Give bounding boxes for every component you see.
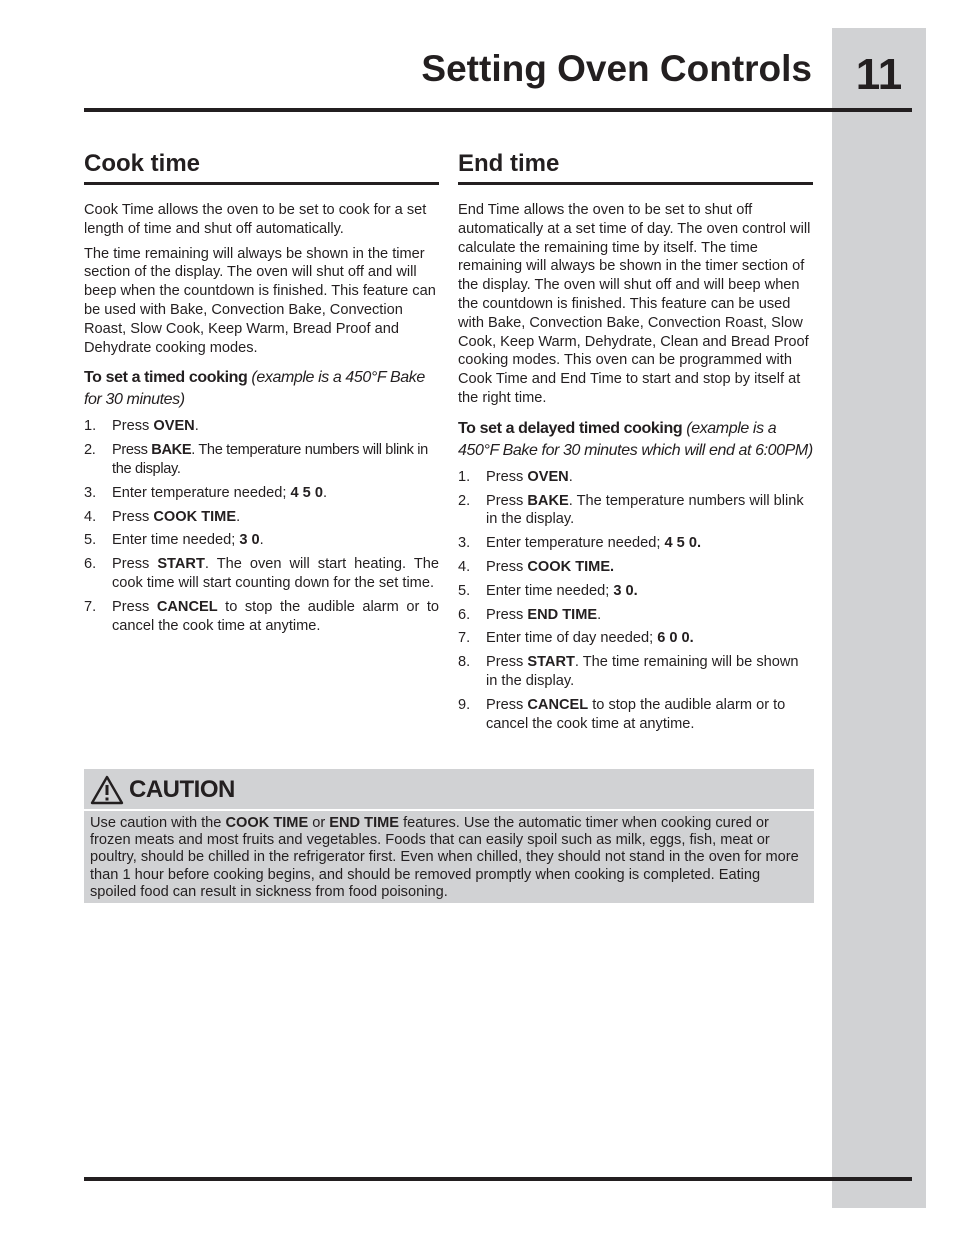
caution-text-part: features. Use the automatic timer when cooking cured or frozen meats and most fruits and vegetables. Foods that can easily spoil such as milk, eggs, fish, meat or poultry, should be chilled in the refrigerator first. Even when chilled, they should not stand in the oven for more than 1 hour before cooking begins, and should be removed promptly when cooking is completed. Eating spoiled food can result in sickness from food poisoning. (90, 815, 799, 900)
end-time-lead-bold: To set a delayed timed cooking (458, 419, 683, 437)
step-text: Press (486, 492, 528, 509)
step-number: 3. (84, 484, 97, 501)
step-text: Enter temperature needed; (486, 535, 665, 552)
step-text: Press (112, 418, 154, 435)
step-text: Press (486, 468, 528, 485)
step-number: 2. (458, 492, 471, 509)
list-item (458, 696, 813, 734)
step-text: Enter temperature needed; (112, 484, 291, 501)
step-text: Press (486, 606, 528, 623)
step-key: OVEN (527, 468, 569, 485)
step-key: BAKE (527, 492, 569, 509)
step-key: 3 0. (613, 582, 638, 599)
list-item (84, 508, 439, 527)
list-item (458, 468, 813, 487)
step-number: 9. (458, 696, 471, 713)
step-text: Press (486, 654, 528, 671)
caution-header (84, 769, 814, 811)
cook-time-lead-example: (example is a 450°F Bake for 30 minutes) (84, 369, 425, 409)
step-text: to stop the audible alarm or to cancel the cook time at anytime. (112, 598, 439, 634)
step-text: . (236, 508, 241, 525)
step-number: 2. (84, 442, 96, 459)
step-number: 7. (458, 630, 471, 647)
step-number: 6. (458, 606, 471, 623)
step-number: 5. (458, 582, 471, 599)
step-number: 8. (458, 654, 471, 671)
step-key: CANCEL (527, 696, 589, 713)
step-text: . (194, 418, 199, 435)
step-text: Press (112, 508, 154, 525)
step-number: 1. (458, 468, 471, 485)
step-text: . The oven will start heating. The cook time will start counting down for the set time. (112, 556, 439, 591)
end-time-lead-example: (example is a 450°F Bake for 30 minutes which will end at 6:00PM) (458, 419, 813, 459)
step-text: . The temperature numbers will blink in the display. (112, 442, 428, 477)
step-text: . (568, 468, 573, 485)
list-item (84, 531, 439, 550)
top-rule (84, 108, 912, 112)
list-item (458, 606, 813, 625)
list-item (84, 441, 439, 479)
end-time-steps (458, 468, 813, 734)
step-key: CANCEL (156, 598, 218, 615)
caution-title: CAUTION (129, 776, 235, 803)
end-time-instructions-lead (458, 418, 813, 462)
step-number: 4. (84, 508, 97, 525)
step-key: OVEN (153, 418, 195, 435)
cook-time-intro-2: The time remaining will always be shown in the timer section of the display. The oven will shut off and will beep when the countdown is finished. This feature can be used with Bake, Convection Bake, Convection Roast, Slow Cook, Keep Warm, Bread Proof and Dehydrate cooking modes. (84, 245, 436, 356)
step-text: Press (112, 598, 157, 615)
end-time-heading: End time (458, 148, 813, 185)
step-number: 7. (84, 598, 97, 615)
step-key: END TIME (527, 606, 598, 623)
cook-time-heading: Cook time (84, 148, 439, 185)
side-tab (832, 28, 926, 1208)
cook-time-steps (84, 417, 439, 635)
caution-box (84, 769, 814, 903)
step-key: START (527, 654, 575, 671)
step-key: 4 5 0 (290, 484, 323, 501)
step-number: 4. (458, 558, 471, 575)
list-item (458, 534, 813, 553)
list-item (458, 492, 813, 530)
list-item (84, 555, 439, 593)
step-text: Press (112, 442, 152, 459)
cook-time-intro-1: Cook Time allows the oven to be set to cook for a set length of time and shut off automatically. (84, 202, 427, 237)
step-text: . The time remaining will be shown in the display. (486, 654, 799, 689)
step-text: Enter time of day needed; (486, 630, 658, 647)
list-item (458, 653, 813, 691)
step-key: BAKE (151, 442, 192, 459)
step-text: Press (486, 558, 528, 575)
caution-text (84, 811, 814, 901)
end-time-intro: End Time allows the oven to be set to shut off automatically at a set time of day. The oven control will calculate the remaining time by itself. The time remaining will always be shown in the timer section of the display. The oven will shut off and will beep when the countdown is finished. This feature can be used with Bake, Convection Bake, Convection Roast, Slow Cook, Keep Warm, Dehydrate, Clean and Bread Proof cooking modes. This oven can be programmed with Cook Time and End Time to start and stop by itself at the right time. (458, 202, 811, 406)
caution-text-part: or (308, 815, 330, 831)
cook-time-instructions-lead (84, 367, 439, 411)
list-item (458, 558, 813, 577)
step-text: Enter time needed; (486, 582, 614, 599)
step-text: Press (486, 696, 528, 713)
step-key: 4 5 0. (664, 535, 701, 552)
step-text: . (322, 484, 328, 501)
list-item (458, 629, 813, 648)
step-key: COOK TIME (153, 508, 237, 525)
step-key: COOK TIME. (527, 558, 615, 575)
page-number: 11 (855, 50, 903, 99)
caution-keyword: END TIME (329, 815, 400, 831)
step-text: . The temperature numbers will blink in the display. (486, 492, 804, 528)
step-key: 3 0 (239, 532, 260, 549)
cook-time-lead-bold: To set a timed cooking (84, 369, 248, 387)
warning-triangle-icon (90, 775, 124, 805)
list-item (458, 582, 813, 601)
step-text: . (259, 532, 264, 549)
step-text: Press (112, 556, 158, 573)
caution-text-part: Use caution with the (90, 815, 226, 831)
bottom-rule (84, 1177, 912, 1181)
step-number: 5. (84, 532, 97, 549)
step-text: to stop the audible alarm or to cancel the cook time at anytime. (486, 696, 786, 732)
step-number: 6. (84, 556, 97, 573)
step-key: 6 0 0. (657, 630, 694, 647)
step-number: 3. (458, 535, 471, 552)
caution-keyword: COOK TIME (225, 815, 309, 831)
cook-time-section (84, 148, 439, 640)
list-item (84, 484, 439, 503)
step-number: 1. (84, 418, 97, 435)
list-item (84, 417, 439, 436)
end-time-section (458, 148, 813, 738)
step-text: Enter time needed; (112, 532, 240, 549)
page-title: Setting Oven Controls (421, 48, 812, 89)
step-key: START (157, 556, 205, 573)
list-item (84, 598, 439, 636)
step-text: . (597, 606, 602, 623)
